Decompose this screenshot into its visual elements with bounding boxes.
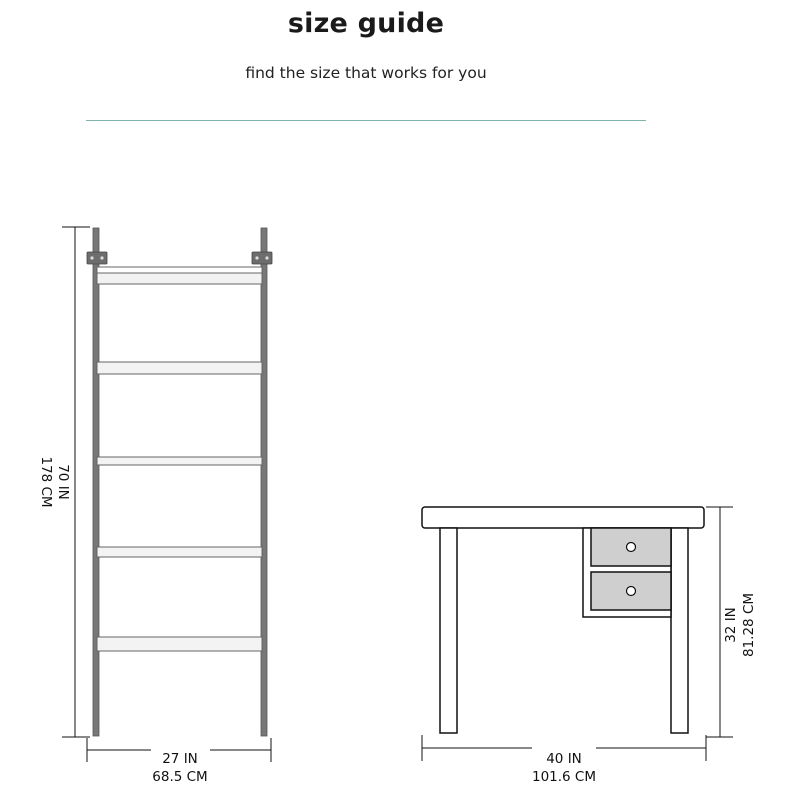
ladder-height-cm: 178 CM xyxy=(38,456,54,508)
ladder-height-labels xyxy=(38,456,71,507)
shelf-4 xyxy=(97,547,262,557)
ladder-shelf-illustration xyxy=(87,228,272,736)
desk-right-leg xyxy=(671,528,688,733)
desk-height-in: 32 IN xyxy=(723,607,739,643)
desk-top xyxy=(422,507,704,528)
shelf-3 xyxy=(97,457,262,465)
ladder-right-rail xyxy=(261,228,267,736)
desk-height-labels xyxy=(723,593,757,657)
ladder-width-in: 27 IN xyxy=(162,751,198,767)
drawer-1 xyxy=(591,528,671,566)
page-title: size guide xyxy=(287,8,445,39)
desk-width-in: 40 IN xyxy=(546,751,582,767)
shelf-2 xyxy=(97,362,262,374)
ladder-width-cm: 68.5 CM xyxy=(152,769,208,785)
desk-height-cm: 81.28 CM xyxy=(741,592,757,658)
shelf-5 xyxy=(97,637,262,651)
ladder-height-in: 70 IN xyxy=(55,464,71,500)
desk-left-leg xyxy=(440,528,457,733)
desk-width-cm: 101.6 CM xyxy=(531,769,597,785)
drawer-2 xyxy=(591,572,671,610)
wall-bracket-right xyxy=(252,252,272,264)
page-subtitle: find the size that works for you xyxy=(245,64,487,82)
ladder-left-rail xyxy=(93,228,99,736)
wall-bracket-left xyxy=(87,252,107,264)
desk-illustration xyxy=(422,507,704,733)
shelf-1 xyxy=(97,267,262,284)
